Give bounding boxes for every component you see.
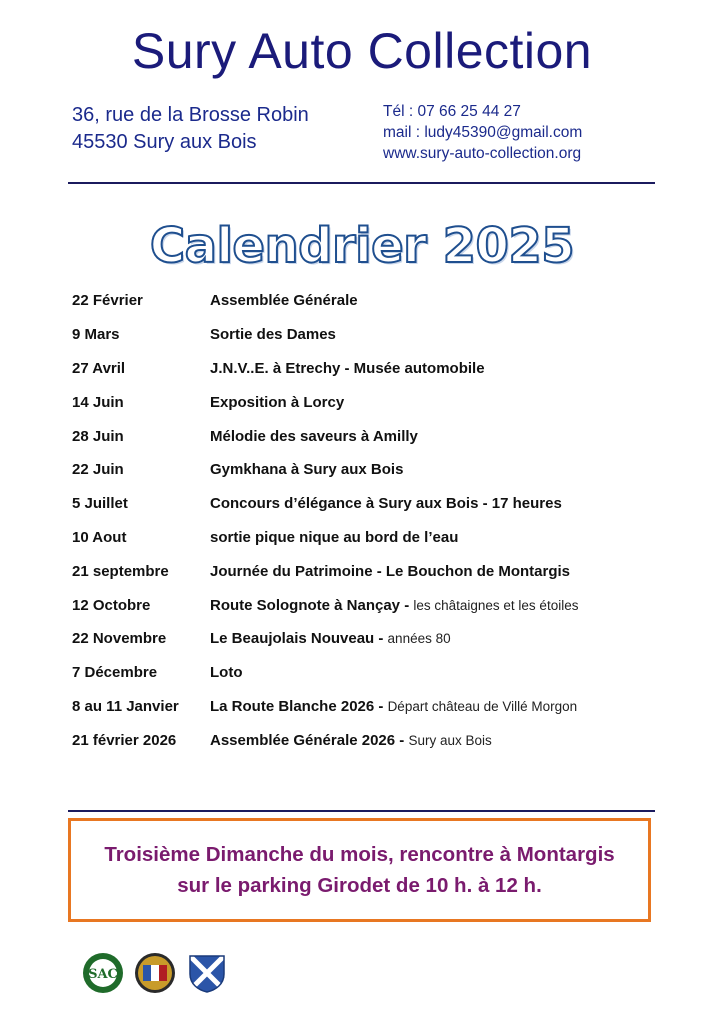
event-row xyxy=(72,554,672,588)
event-row xyxy=(72,622,672,656)
header-divider xyxy=(68,182,655,184)
event-row xyxy=(72,318,672,352)
event-description xyxy=(210,529,458,546)
event-row xyxy=(72,656,672,690)
event-description xyxy=(210,732,492,749)
event-description xyxy=(210,326,336,343)
event-description xyxy=(210,563,570,580)
notice-line-2: sur le parking Girodet de 10 h. à 12 h. xyxy=(177,874,542,897)
event-title: Le Beaujolais Nouveau - xyxy=(210,630,388,648)
event-title: Journée du Patrimoine - Le Bouchon de Montargis xyxy=(210,562,571,580)
event-description xyxy=(210,597,578,614)
event-row xyxy=(72,690,672,724)
event-description xyxy=(210,292,358,309)
event-title: Assemblée Générale xyxy=(210,292,358,310)
event-list xyxy=(72,284,672,757)
event-note: les châtaignes et les étoiles xyxy=(413,597,579,613)
address-city: 45530 Sury aux Bois xyxy=(72,131,257,153)
event-description xyxy=(210,495,562,512)
event-date: 27 Avril xyxy=(72,359,126,377)
club-logo-icon xyxy=(82,952,124,994)
event-date: 28 Juin xyxy=(72,427,124,445)
event-row xyxy=(72,521,672,555)
event-date: 22 Février xyxy=(72,292,143,310)
event-title: Gymkhana à Sury aux Bois xyxy=(210,461,404,479)
event-date: 5 Juillet xyxy=(72,495,128,513)
contact-block xyxy=(383,101,582,164)
event-date: 14 Juin xyxy=(72,393,124,411)
club-logo-text: SAC xyxy=(88,967,118,982)
event-date: 22 Juin xyxy=(72,461,124,479)
footer-divider xyxy=(68,810,655,812)
event-row xyxy=(72,284,672,318)
address-block xyxy=(72,102,309,156)
meeting-notice-box xyxy=(68,818,651,922)
town-coat-of-arms-icon xyxy=(186,952,228,994)
event-date: 21 septembre xyxy=(72,562,169,580)
address-street: 36, rue de la Brosse Robin xyxy=(72,104,309,126)
event-title: Sortie des Dames xyxy=(210,326,336,344)
event-title: Mélodie des saveurs à Amilly xyxy=(210,427,418,445)
event-description xyxy=(210,664,242,681)
event-note: Départ château de Villé Morgon xyxy=(387,698,578,714)
event-row xyxy=(72,352,672,386)
event-date: 22 Novembre xyxy=(72,630,167,648)
event-title: Loto xyxy=(210,664,243,682)
event-row xyxy=(72,723,672,757)
event-title: J.N.V..E. à Etrechy - Musée automobile xyxy=(210,359,485,377)
event-row xyxy=(72,487,672,521)
calendar-title: Calendrier 2025 xyxy=(149,218,575,274)
event-description xyxy=(210,428,418,445)
event-date: 12 Octobre xyxy=(72,596,151,614)
event-date: 9 Mars xyxy=(72,326,120,344)
event-row xyxy=(72,453,672,487)
event-date: 21 février 2026 xyxy=(72,731,177,749)
event-description xyxy=(210,360,485,377)
notice-line-1: Troisième Dimanche du mois, rencontre à Montargis xyxy=(104,843,615,866)
event-description xyxy=(210,698,577,715)
event-note: Sury aux Bois xyxy=(408,732,492,748)
event-date: 10 Aout xyxy=(72,528,127,546)
event-title: La Route Blanche 2026 - xyxy=(210,697,388,715)
website-link[interactable]: www.sury-auto-collection.org xyxy=(383,145,582,162)
event-title: sortie pique nique au bord de l’eau xyxy=(210,528,459,546)
event-date: 8 au 11 Janvier xyxy=(72,697,179,715)
event-title: Route Solognote à Nançay - xyxy=(210,596,414,614)
event-row xyxy=(72,385,672,419)
event-title: Assemblée Générale 2026 - xyxy=(210,731,409,749)
event-row xyxy=(72,419,672,453)
event-description xyxy=(210,630,451,647)
event-title: Concours d’élégance à Sury aux Bois - 17 heures xyxy=(210,495,562,513)
event-description xyxy=(210,461,403,478)
event-row xyxy=(72,588,672,622)
email-text[interactable]: mail : ludy45390@gmail.com xyxy=(383,124,583,141)
event-description xyxy=(210,394,344,411)
page-title: Sury Auto Collection xyxy=(131,23,593,79)
federation-badge-icon xyxy=(134,952,176,994)
event-title: Exposition à Lorcy xyxy=(210,393,345,411)
phone-text: Tél : 07 66 25 44 27 xyxy=(383,103,521,120)
event-date: 7 Décembre xyxy=(72,664,158,682)
event-note: années 80 xyxy=(387,631,451,647)
logo-strip xyxy=(82,952,228,994)
